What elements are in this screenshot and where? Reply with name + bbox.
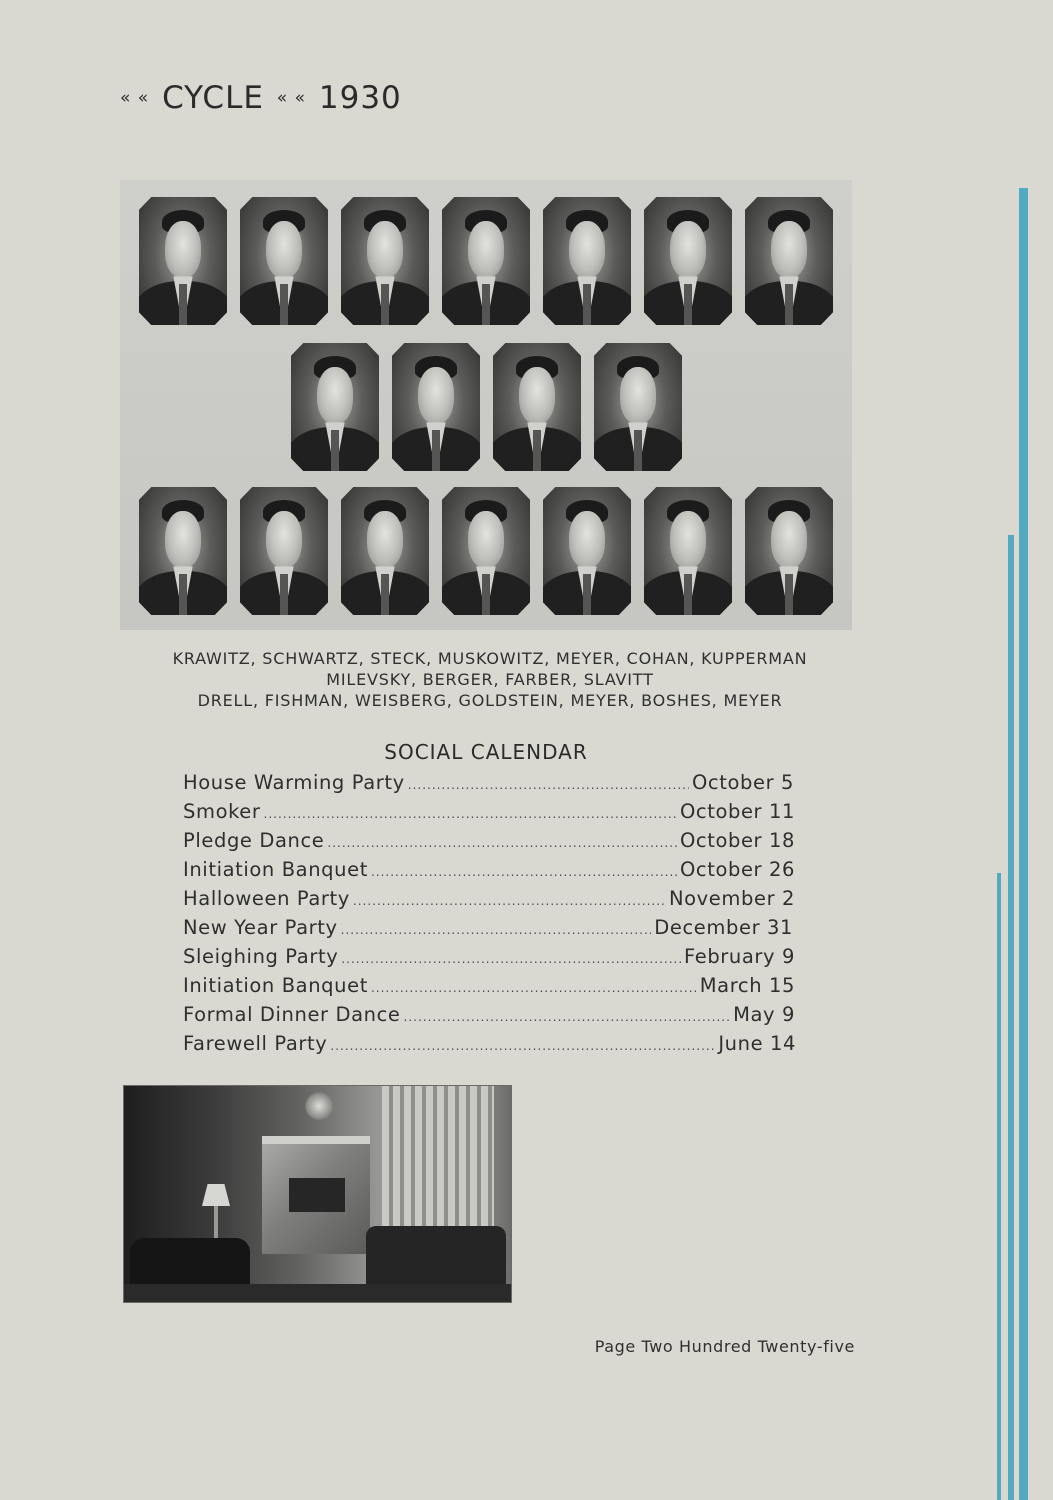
member-portrait (543, 487, 631, 615)
yearbook-year: 1930 (318, 80, 402, 116)
dot-leader (341, 923, 652, 937)
dot-leader (408, 778, 689, 792)
member-portrait (594, 343, 682, 471)
window-curtain (382, 1086, 494, 1231)
calendar-event-row (183, 974, 795, 1000)
member-portrait (644, 197, 732, 325)
calendar-event-row (183, 945, 795, 971)
calendar-event-row (183, 1032, 796, 1058)
event-name: Halloween Party (183, 887, 350, 910)
dot-leader (330, 1039, 715, 1053)
event-date: May 9 (733, 1003, 795, 1026)
event-name: Initiation Banquet (183, 858, 368, 881)
member-names-row-3: DRELL, FISHMAN, WEISBERG, GOLDSTEIN, MEYER, BOSHES, MEYER (197, 691, 783, 710)
member-portrait (139, 197, 227, 325)
accent-bar (1019, 188, 1028, 1500)
event-name: New Year Party (183, 916, 338, 939)
event-name: House Warming Party (183, 771, 405, 794)
page-header (118, 80, 402, 116)
event-date: March 15 (699, 974, 795, 997)
member-portrait (392, 343, 480, 471)
member-portraits-photo (120, 180, 852, 630)
floor (124, 1284, 511, 1302)
dot-leader (341, 952, 681, 966)
member-portrait (493, 343, 581, 471)
event-date: October 18 (679, 829, 795, 852)
member-portrait (341, 197, 429, 325)
dot-leader (353, 894, 666, 908)
member-names-row-1: KRAWITZ, SCHWARTZ, STECK, MUSKOWITZ, MEYER, COHAN, KUPPERMAN (172, 649, 808, 668)
member-portrait (442, 197, 530, 325)
event-date: February 9 (683, 945, 795, 968)
calendar-event-row (183, 829, 795, 855)
member-names-row-2: MILEVSKY, BERGER, FARBER, SLAVITT (326, 670, 654, 689)
page-number: Page Two Hundred Twenty-five (594, 1337, 855, 1356)
member-portrait (442, 487, 530, 615)
accent-bar (1008, 535, 1014, 1500)
event-date: June 14 (718, 1032, 796, 1055)
lamp-stand (214, 1206, 218, 1242)
dot-leader (264, 807, 677, 821)
chandelier (304, 1092, 334, 1120)
calendar-event-row (183, 800, 795, 826)
event-name: Smoker (183, 800, 261, 823)
event-date: October 11 (679, 800, 795, 823)
event-name: Sleighing Party (183, 945, 339, 968)
dot-leader (404, 1010, 731, 1024)
member-portrait (139, 487, 227, 615)
dot-leader (327, 836, 677, 850)
member-portrait (745, 487, 833, 615)
calendar-event-row (183, 858, 795, 884)
member-portrait (240, 487, 328, 615)
calendar-event-row (183, 771, 794, 797)
event-date: October 5 (691, 771, 794, 794)
calendar-event-row (183, 887, 795, 913)
calendar-event-row (183, 1003, 795, 1029)
member-portrait (240, 197, 328, 325)
event-date: November 2 (668, 887, 795, 910)
chevron-decoration: « « (276, 88, 307, 108)
fireplace-room-photo (123, 1085, 512, 1303)
member-portrait (543, 197, 631, 325)
calendar-event-row (183, 916, 793, 942)
accent-bar (997, 873, 1001, 1500)
event-name: Farewell Party (183, 1032, 328, 1055)
event-name: Initiation Banquet (183, 974, 368, 997)
sofa (366, 1226, 506, 1288)
yearbook-title: CYCLE (162, 80, 264, 116)
lamp-shade (202, 1184, 230, 1206)
event-name: Pledge Dance (183, 829, 325, 852)
member-portrait (644, 487, 732, 615)
social-calendar-title: SOCIAL CALENDAR (384, 740, 588, 764)
event-name: Formal Dinner Dance (183, 1003, 401, 1026)
event-date: October 26 (679, 858, 795, 881)
dot-leader (371, 981, 697, 995)
member-portrait (745, 197, 833, 325)
fireplace-opening (289, 1178, 345, 1212)
member-portrait (291, 343, 379, 471)
dot-leader (371, 865, 677, 879)
event-date: December 31 (654, 916, 793, 939)
chevron-decoration: « « (120, 88, 150, 108)
member-portrait (341, 487, 429, 615)
